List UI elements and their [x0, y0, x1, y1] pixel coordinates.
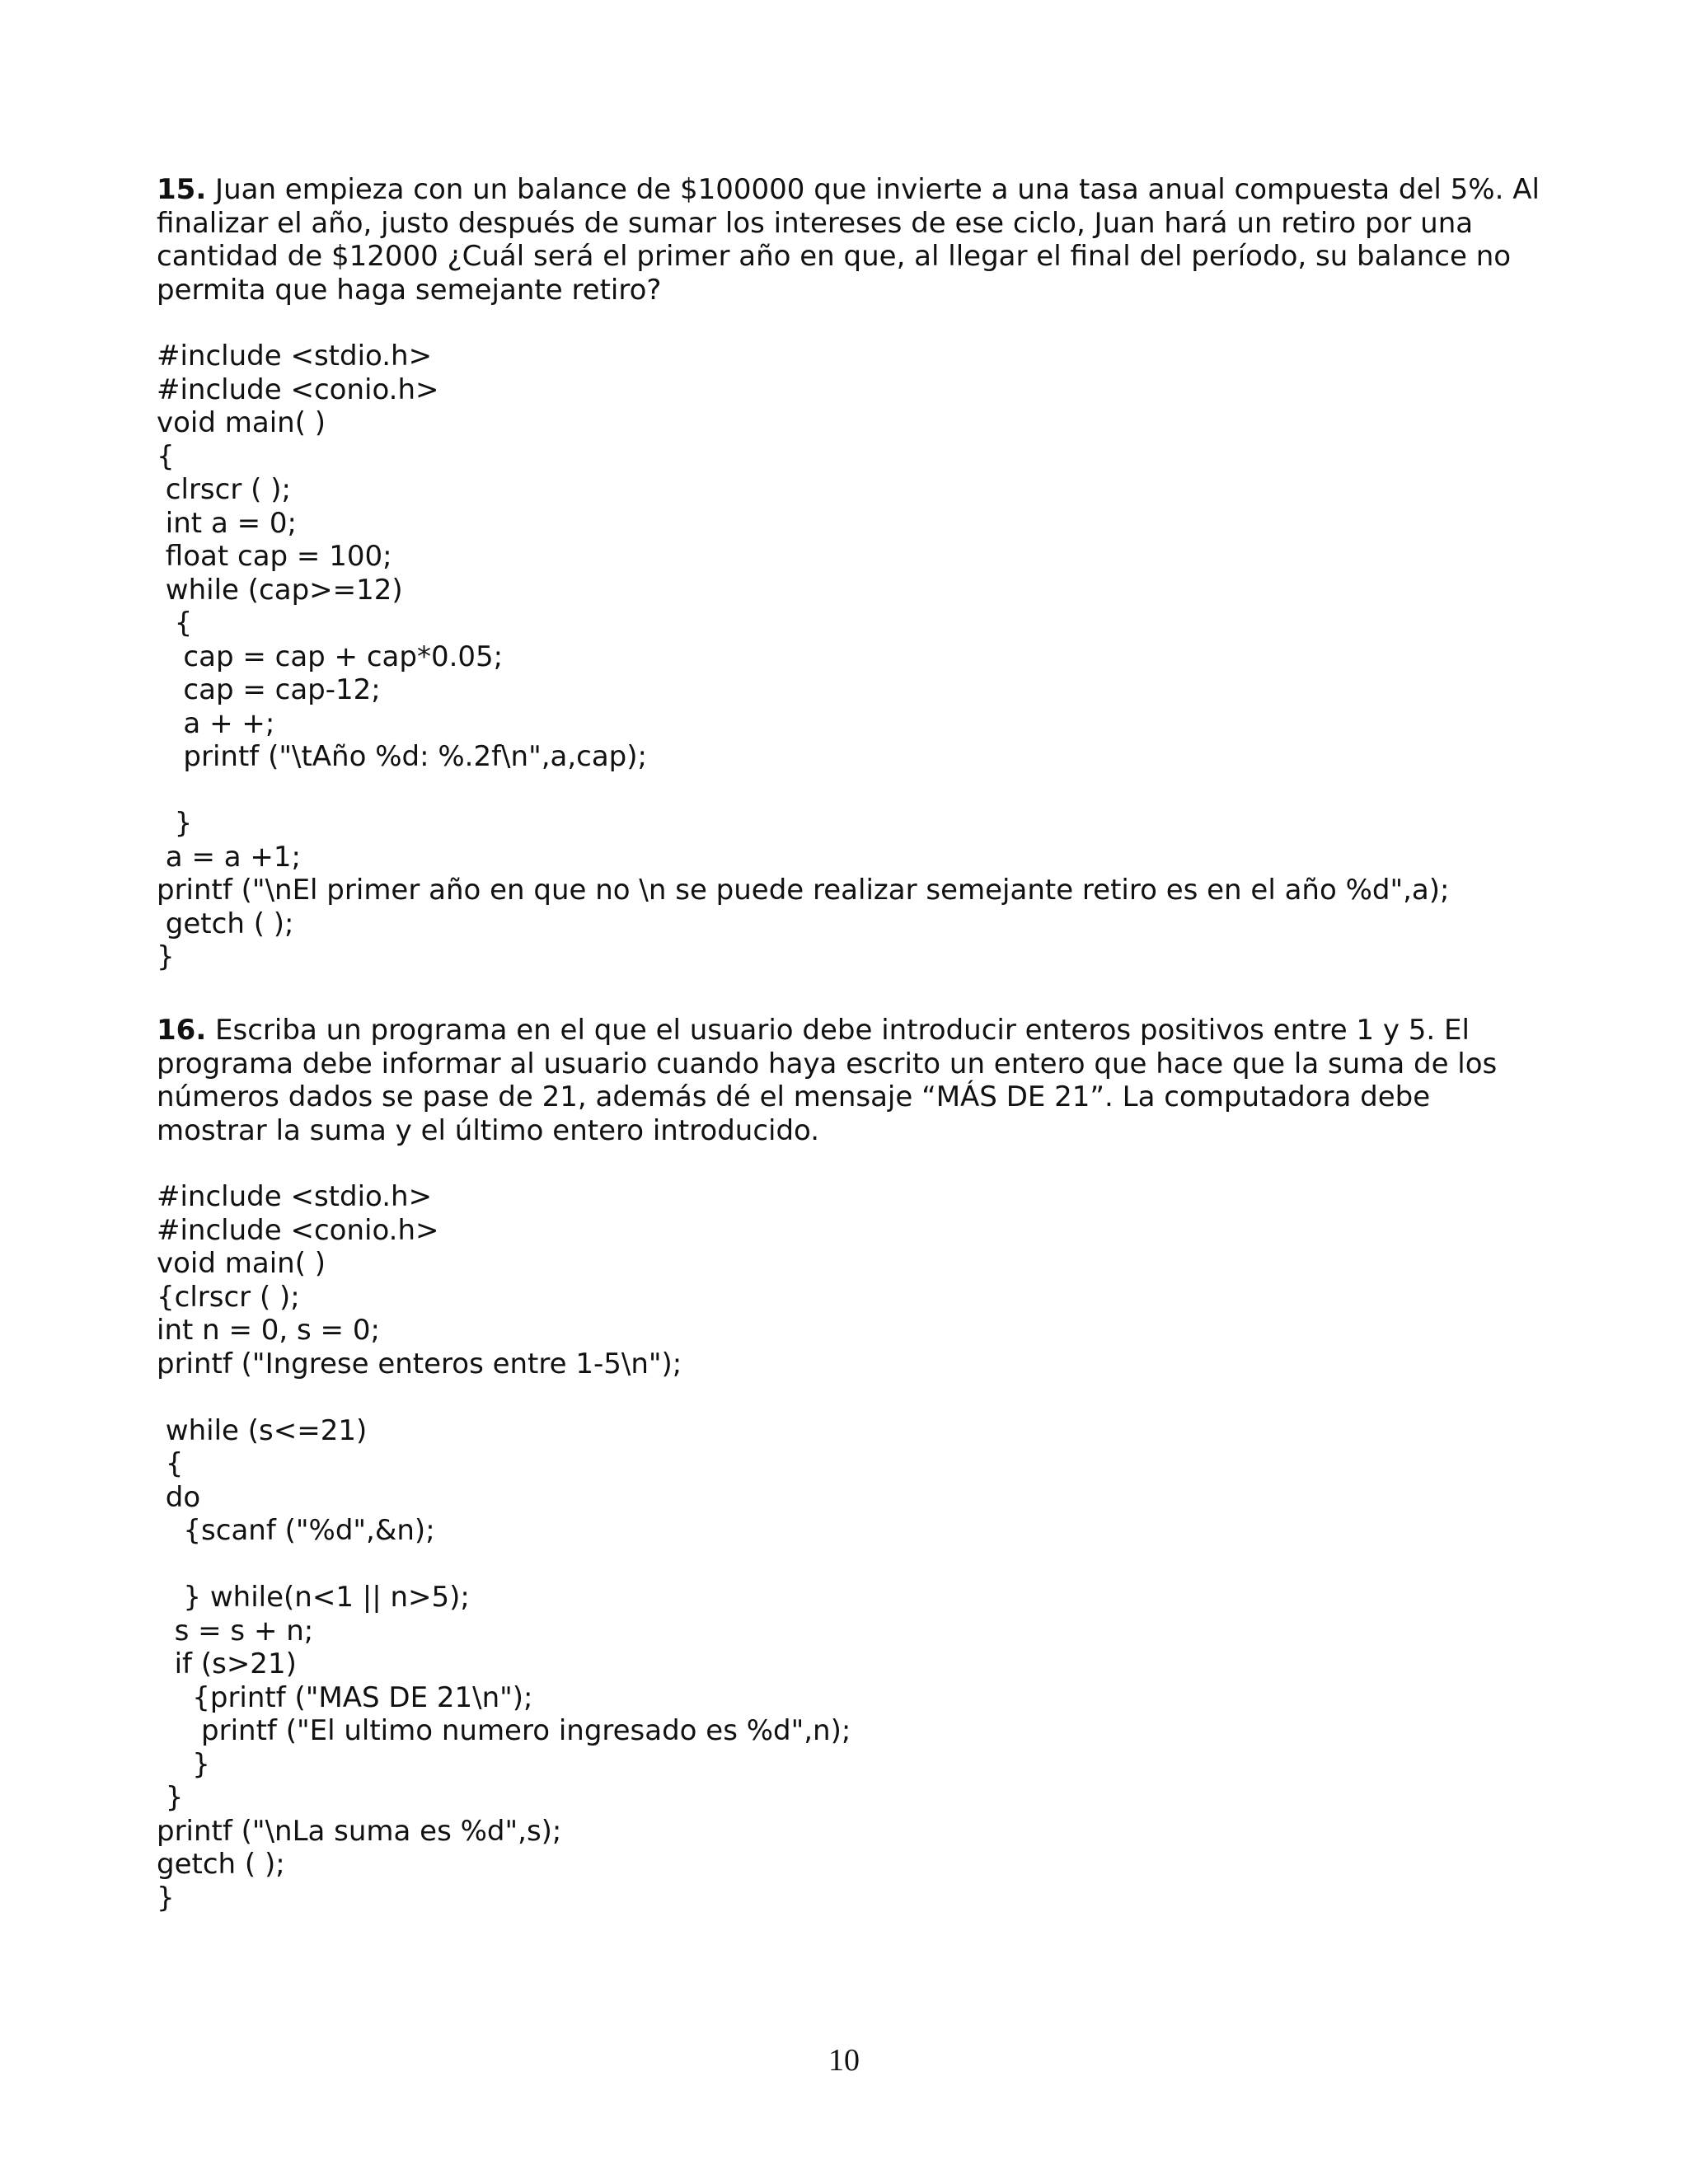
code-line: while (s<=21) — [157, 1413, 368, 1447]
code-line: void main( ) — [157, 1247, 326, 1280]
code-line: #include <conio.h> — [157, 1213, 439, 1247]
code-line: #include <conio.h> — [157, 373, 439, 406]
code-line: if (s>21) — [157, 1647, 297, 1680]
problem-15-number: 15. — [157, 173, 207, 206]
code-line: { — [157, 439, 175, 473]
code-line: cap = cap-12; — [157, 673, 381, 706]
code-line: } — [157, 1881, 175, 1915]
code-line: {clrscr ( ); — [157, 1280, 300, 1314]
code-line: printf ("\nEl primer año en que no \n se puede realizar semejante retiro es en el año %d",a); — [157, 874, 1450, 907]
code-line: a = a +1; — [157, 840, 301, 874]
code-line: } — [157, 807, 193, 840]
code-line: int a = 0; — [157, 506, 297, 540]
problem-15-text: Juan empieza con un balance de $100000 que invierte a una tasa anual compuesta del 5%. Al finalizar el año, justo después de sumar los intereses de ese ciclo, Juan hará un retiro por una cantidad de $12000 ¿Cuál será el primer año en que, al llegar el final del período, su balance no permita que haga semejante retiro? — [157, 173, 1540, 307]
code-line: printf ("Ingrese enteros entre 1-5\n"); — [157, 1347, 682, 1380]
code-line: { — [157, 1447, 184, 1480]
code-line: a + +; — [157, 706, 275, 740]
problem-16-code — [157, 1180, 1558, 1915]
code-line: void main( ) — [157, 406, 326, 439]
problem-16-number: 16. — [157, 1014, 207, 1047]
code-line: cap = cap + cap*0.05; — [157, 640, 504, 673]
code-line: printf ("El ultimo numero ingresado es %d",n); — [157, 1714, 851, 1747]
code-line: {printf ("MAS DE 21\n"); — [157, 1680, 533, 1714]
code-line: {scanf ("%d",&n); — [157, 1514, 435, 1547]
code-line: } — [157, 1747, 210, 1781]
code-line: getch ( ); — [157, 1848, 285, 1881]
code-line — [157, 774, 1558, 808]
problem-16-text: Escriba un programa en el que el usuario debe introducir enteros positivos entre 1 y 5. El programa debe informar al usuario cuando haya escrito un entero que hace que la suma de los números dados se pase de 21, además dé el mensaje “MÁS DE 21”. La computadora debe mostrar la suma y el último entero introducido. — [157, 1014, 1498, 1147]
problem-15-statement — [157, 173, 1541, 307]
problem-15-code — [157, 340, 1558, 974]
code-line: printf ("\tAño %d: %.2f\n",a,cap); — [157, 740, 647, 773]
code-line: } — [157, 940, 175, 973]
code-line: printf ("\nLa suma es %d",s); — [157, 1814, 562, 1848]
code-line: clrscr ( ); — [157, 473, 291, 506]
code-line: getch ( ); — [157, 907, 294, 940]
code-line: } — [157, 1781, 184, 1814]
code-line: #include <stdio.h> — [157, 340, 433, 373]
code-line: while (cap>=12) — [157, 573, 403, 607]
page-number: 10 — [828, 2043, 860, 2078]
code-line: do — [157, 1480, 201, 1514]
code-line: s = s + n; — [157, 1614, 314, 1647]
code-line: float cap = 100; — [157, 540, 392, 573]
code-line — [157, 1548, 1558, 1582]
code-line — [157, 1380, 1558, 1414]
problem-16-statement — [157, 1014, 1541, 1147]
code-line: { — [157, 607, 193, 640]
code-line: #include <stdio.h> — [157, 1180, 433, 1213]
code-line: int n = 0, s = 0; — [157, 1314, 380, 1347]
code-line: } while(n<1 || n>5); — [157, 1581, 470, 1614]
